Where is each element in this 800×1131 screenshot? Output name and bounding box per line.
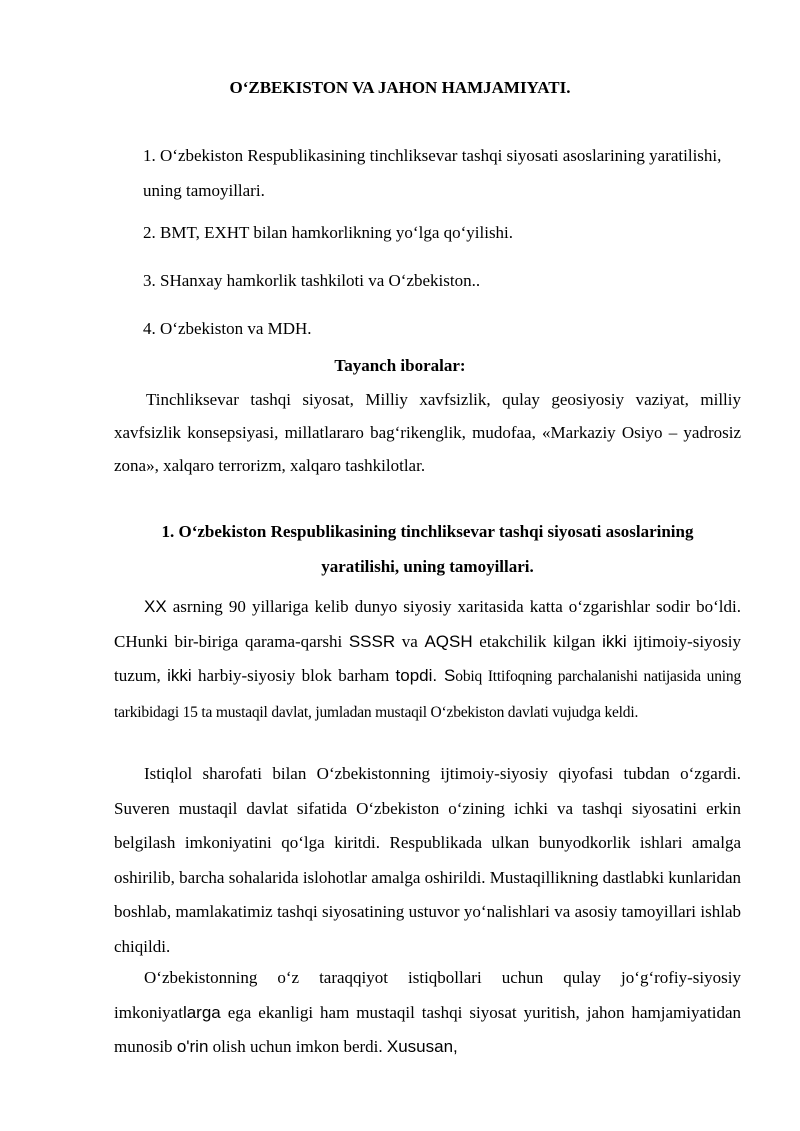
- p3-xususan: Xususan,: [386, 1037, 458, 1057]
- p3-text-a: O‘zbekistonning o‘z taraqqiyot istiqbollari uchun qulay jo‘g‘rofiy-siyosiy imkoniyat: [114, 968, 741, 1022]
- p3-text-c: ega ekanligi ham mustaqil tashqi siyosat yuritish, jahon hamjamiyatidan munosib: [114, 1002, 741, 1057]
- p1-aqsh: AQSH: [424, 631, 473, 651]
- paragraph-3: [114, 961, 741, 1065]
- document-title: O‘ZBEKISTON VA JAHON HAMJAMIYATI.: [229, 78, 571, 97]
- p3-larga: larga: [182, 1002, 221, 1022]
- section-1-heading: [114, 514, 741, 584]
- plan-item-3: 3. SHanxay hamkorlik tashkiloti va O‘zbekiston..: [143, 271, 481, 290]
- paragraph-1: [114, 590, 741, 730]
- p1-text-d: va: [395, 631, 425, 651]
- section-1-heading-line-2: yaratilishi, uning tamoyillari.: [321, 557, 534, 576]
- p1-text-l: obiq Ittifoqning parchalanishi natijasida uning tarkibidagi 15 ta mustaqil davlat, jumladan mustaqil O‘zbekiston davlati vujudga keldi.: [114, 668, 741, 721]
- p1-text-b: asrning 90 yillariga kelib dunyo siyosiy xaritasida katta o‘zgarishlar sodir bo‘ldi. CHunki bir-biriga qarama-qarshi: [114, 597, 741, 651]
- p3-orin: o'rin: [176, 1037, 209, 1057]
- plan-item-4: 4. O‘zbekiston va MDH.: [143, 319, 312, 338]
- plan-item-2: 2. BMT, EXHT bilan hamkorlikning yo‘lga qo‘yilishi.: [143, 223, 514, 242]
- keywords-heading: Tayanch iboralar:: [334, 356, 466, 375]
- paragraph-2: Istiqlol sharofati bilan O‘zbekistonning ijtimoiy-siyosiy qiyofasi tubdan o‘zgardi. Suveren mustaqil davlat sifatida O‘zbekiston o‘zining ichki va tashqi siyosatini erkin belgilash imkoniyatini qo‘lga kiritdi. Respublikada ulkan bunyodkorlik ishlari amalga oshirilib, barcha sohalarida islohotlar amalga oshirildi. Mustaqillikning dastlabki kunlaridan boshlab, mamlakatimiz tashqi siyosatining ustuvor yo‘nalishlari va asosiy tamoyillari ishlab chiqildi.: [114, 764, 741, 956]
- p1-ikki-1: ikki: [602, 631, 627, 651]
- p1-text-j: harbiy-siyosiy blok barham: [191, 666, 396, 686]
- p1-text-h: ijtimoiy-siyosiy tuzum,: [114, 631, 741, 686]
- p1-topdi: topdi. S: [395, 666, 456, 686]
- p1-ikki-2: ikki: [167, 666, 192, 686]
- plan-item-1: 1. O‘zbekiston Respublikasining tinchliksevar tashqi siyosati asoslarining yaratilishi, uning tamoyillari.: [143, 146, 722, 200]
- p1-text-f: etakchilik kilgan: [472, 631, 603, 651]
- section-1-heading-line-1: 1. O‘zbekiston Respublikasining tinchliksevar tashqi siyosati asoslarining: [161, 522, 694, 541]
- p1-xx: XX: [144, 597, 167, 616]
- p1-sssr: SSSR: [348, 631, 396, 651]
- p3-text-e: olish uchun imkon berdi.: [208, 1037, 387, 1057]
- keywords-paragraph: Tinchliksevar tashqi siyosat, Milliy xavfsizlik, qulay geosiyosiy vaziyat, milliy xavfsizlik konsepsiyasi, millatlararo bag‘rikenglik, mudofaa, «Markaziy Osiyo – yadrosiz zona», xalqaro terrorizm, xalqaro tashkilotlar.: [114, 390, 741, 475]
